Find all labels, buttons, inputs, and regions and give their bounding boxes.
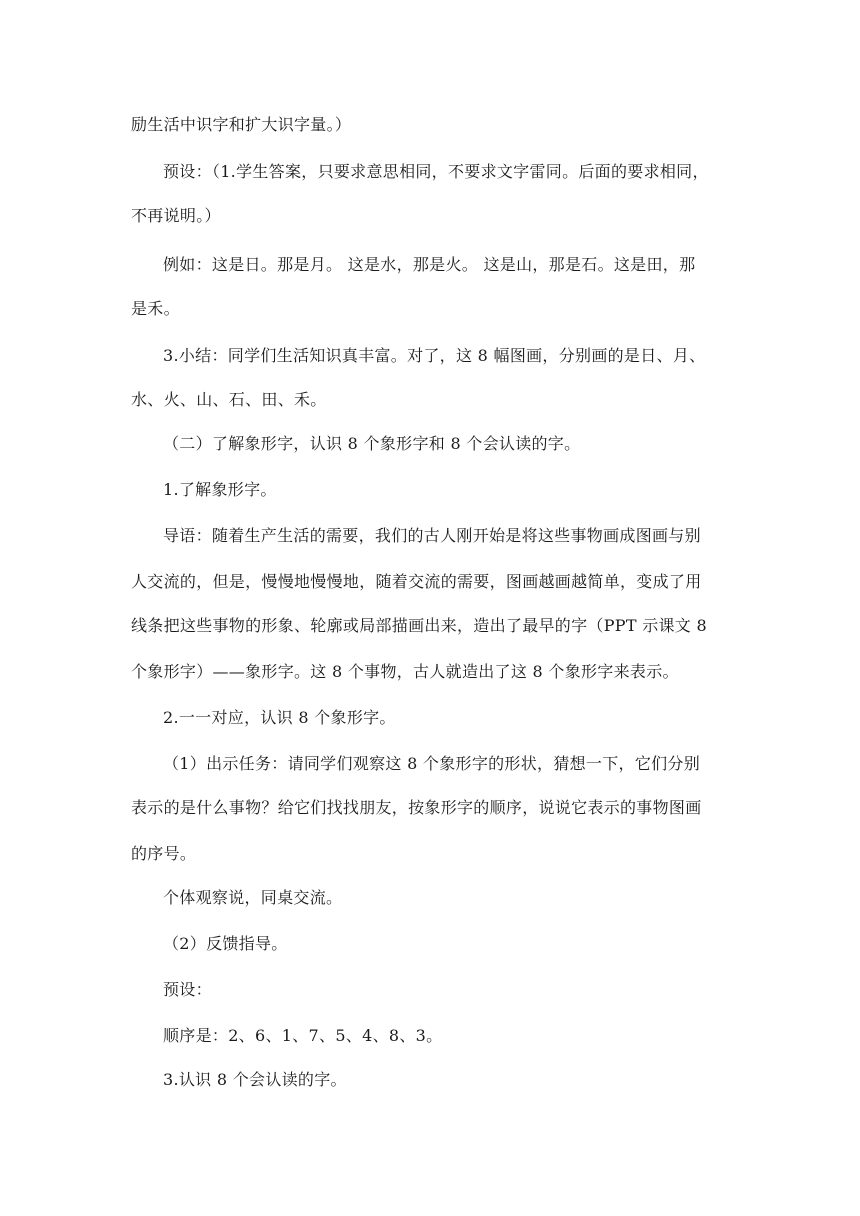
text-line: 例如：这是日。那是月。 这是水，那是火。 这是山，那是石。这是田，那 xyxy=(163,255,696,274)
text-line: 水、火、山、石、田、禾。 xyxy=(131,390,327,409)
text-line: 顺序是：2、6、1、7、5、4、8、3。 xyxy=(163,1026,443,1045)
text-line: 个体观察说，同桌交流。 xyxy=(163,888,343,907)
text-line: 人交流的，但是，慢慢地慢慢地，随着交流的需要，图画越画越简单，变成了用 xyxy=(131,572,702,591)
text-line: 预设：（1.学生答案，只要求意思相同，不要求文字雷同。后面的要求相同， xyxy=(163,162,709,181)
text-line: 3.小结：同学们生活知识真丰富。对了，这 8 幅图画，分别画的是日、月、 xyxy=(163,346,706,365)
text-line: 预设： xyxy=(163,980,212,999)
text-line: （2）反馈指导。 xyxy=(163,934,288,953)
text-line: 导语：随着生产生活的需要，我们的古人刚开始是将这些事物画成图画与别 xyxy=(163,526,701,545)
text-line: （1）出示任务：请同学们观察这 8 个象形字的形状，猜想一下，它们分别 xyxy=(163,754,701,773)
text-line: 是禾。 xyxy=(131,299,180,318)
text-line: 线条把这些事物的形象、轮廓或局部描画出来，造出了最早的字（PPT 示课文 8 xyxy=(131,616,707,635)
text-line: 不再说明。） xyxy=(131,206,221,225)
text-line: 个象形字）——象形字。这 8 个事物，古人就造出了这 8 个象形字来表示。 xyxy=(131,662,679,681)
text-line: 励生活中识字和扩大识字量。） xyxy=(131,115,352,134)
section-heading: （二）了解象形字，认识 8 个象形字和 8 个会认读的字。 xyxy=(163,434,581,453)
text-line: 表示的是什么事物？给它们找找朋友，按象形字的顺序，说说它表示的事物图画 xyxy=(131,798,702,817)
text-line: 的序号。 xyxy=(131,844,197,863)
text-line: 2.一一对应，认识 8 个象形字。 xyxy=(163,708,396,727)
text-line: 1.了解象形字。 xyxy=(163,480,277,499)
text-line: 3.认识 8 个会认读的字。 xyxy=(163,1070,347,1089)
